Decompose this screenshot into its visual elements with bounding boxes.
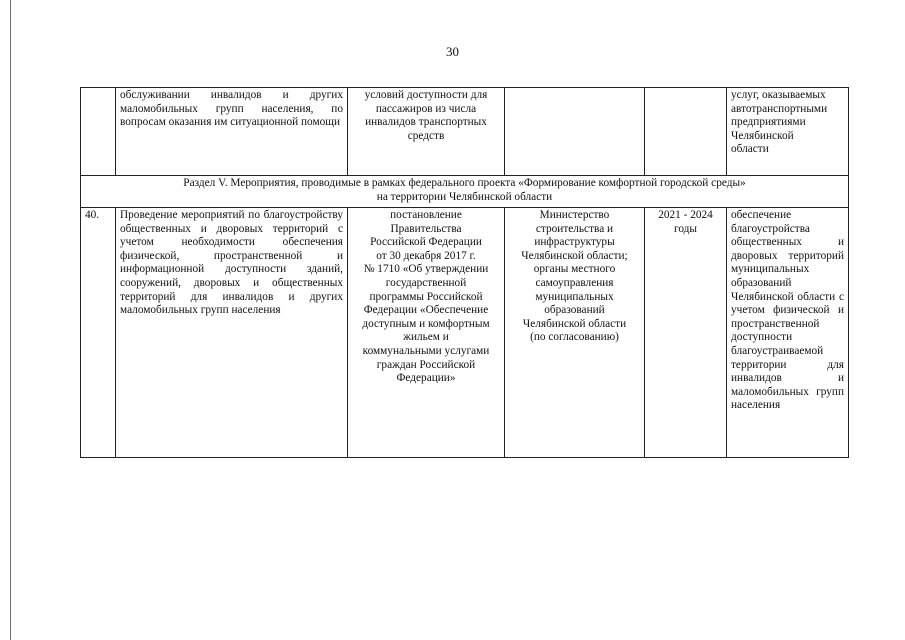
- page-number: 30: [446, 44, 459, 59]
- cell-num: 40.: [81, 208, 116, 458]
- cell-expected-result: обеспечение благоустройства общественных и дворовых территорий муниципальных образований Челябинской области с учетом физической и пространственной доступности благоустраиваемой территории для инвалидов и маломобильных групп населения: [727, 208, 849, 458]
- cell-period: [645, 88, 727, 176]
- scan-left-edge: [10, 0, 11, 640]
- cell-legal-basis: условий доступности для пассажиров из числа инвалидов транспортных средств: [348, 88, 505, 176]
- cell-executor: [505, 88, 645, 176]
- section-heading: Раздел V. Мероприятия, проводимые в рамках федерального проекта «Формирование комфортной городской среды» на территории Челябинской области: [81, 176, 849, 208]
- table-row: [81, 208, 849, 458]
- cell-num: [81, 88, 116, 176]
- cell-period: 2021 - 2024 годы: [645, 208, 727, 458]
- cell-expected-result: услуг, оказываемых автотранспортными предприятиями Челябинской области: [727, 88, 849, 176]
- cell-legal-basis: постановление Правительства Российской Федерации от 30 декабря 2017 г. № 1710 «Об утверждении государственной программы Российской Федерации «Обеспечение доступным и комфортным жильем и коммунальными услугами граждан Российской Федерации»: [348, 208, 505, 458]
- cell-executor: Министерство строительства и инфраструктуры Челябинской области; органы местного самоуправления муниципальных образований Челябинской области (по согласованию): [505, 208, 645, 458]
- cell-measure-name: обслуживании инвалидов и других маломобильных групп населения, по вопросам оказания им ситуационной помощи: [116, 88, 348, 176]
- table-row: [81, 88, 849, 176]
- cell-measure-name: Проведение мероприятий по благоустройству общественных и дворовых территорий с учетом необходимости обеспечения физической, пространственной и информационной доступности зданий, сооружений, дворовых и общественных территорий для инвалидов и других маломобильных групп населения: [116, 208, 348, 458]
- section-row: [81, 176, 849, 208]
- measures-table: [80, 87, 849, 458]
